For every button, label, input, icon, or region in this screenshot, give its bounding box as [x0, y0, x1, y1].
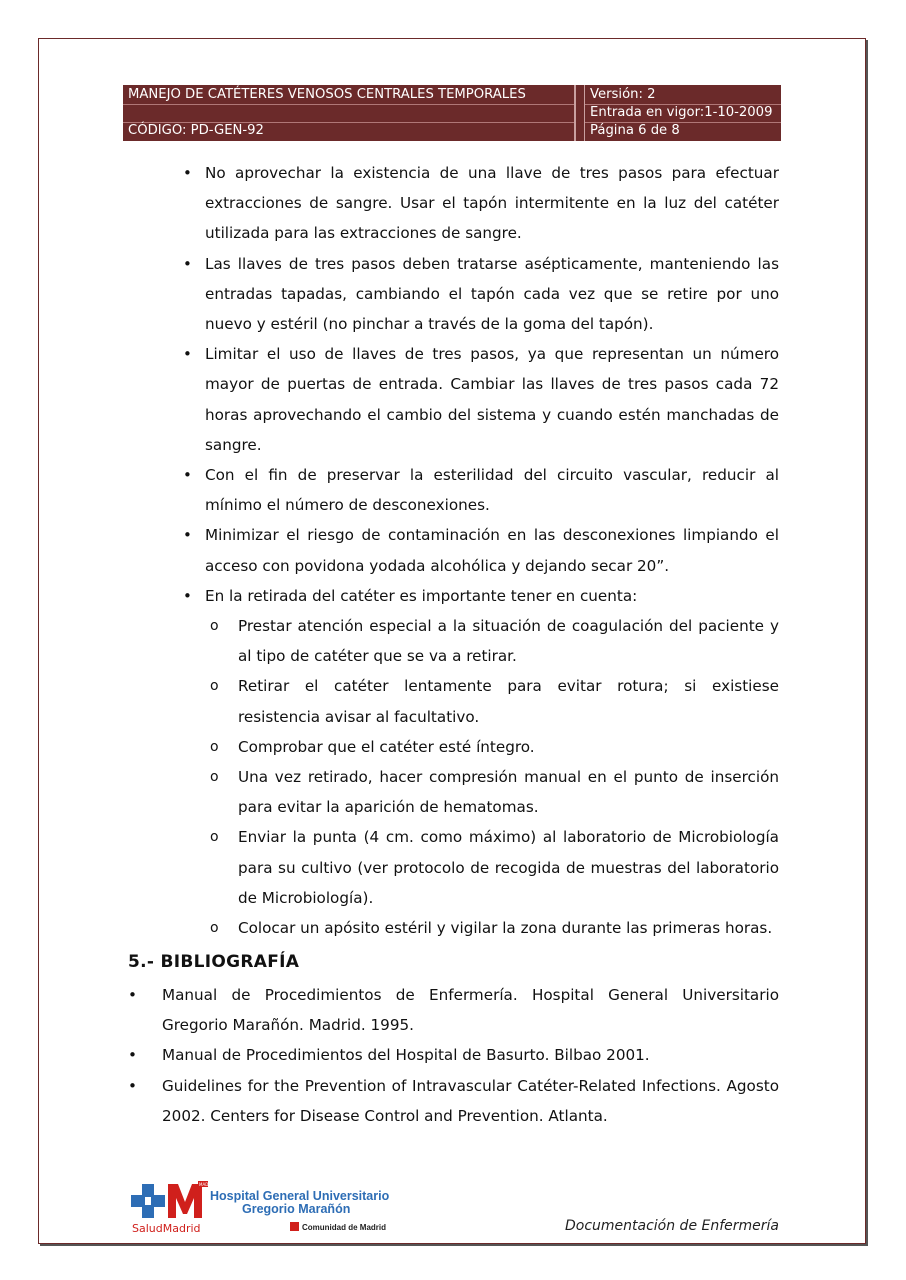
sub-list-item	[183, 732, 779, 762]
sub-list-item	[183, 762, 779, 822]
list-item: • En la retirada del catéter es importante tener en cuenta:	[183, 581, 779, 611]
sub-list-item	[183, 611, 779, 671]
sub-bullet-marker: o	[210, 738, 219, 755]
document-header	[123, 85, 781, 141]
sub-list-item-text: Enviar la punta (4 cm. como máximo) al laboratorio de Microbiología para su cultivo (ver protocolo de recogida de muestras del laboratorio de Microbiología).	[238, 828, 779, 907]
salud-madrid-text: SaludMadrid	[132, 1222, 201, 1235]
sub-list-item	[183, 913, 779, 943]
sub-bullet-marker: o	[210, 678, 219, 695]
page-number: Página 6 de 8	[590, 123, 680, 138]
document-effective-date: Entrada en vigor:1-10-2009	[590, 105, 773, 120]
list-item: • Minimizar el riesgo de contaminación en las desconexiones limpiando el acceso con povidona yodada alcohólica y dejando secar 20”.	[183, 520, 779, 580]
list-item: • Limitar el uso de llaves de tres pasos, ya que representan un número mayor de puertas de entrada. Cambiar las llaves de tres pasos cada 72 horas aprovechando el cambio del sistema y cuando estén manchadas de sangre.	[183, 339, 779, 460]
care-recommendations-list	[183, 158, 779, 943]
sub-bullet-marker: o	[210, 829, 219, 846]
sub-bullet-marker: o	[210, 920, 219, 937]
sub-list-item-text: Prestar atención especial a la situación de coagulación del paciente y al tipo de catéter que se va a retirar.	[238, 617, 779, 666]
bibliography-item: • Guidelines for the Prevention of Intravascular Catéter-Related Infections. Agosto 2002. Centers for Disease Control and Prevention. Atlanta.	[128, 1071, 779, 1131]
header-right-cell	[584, 85, 781, 141]
document-title: MANEJO DE CATÉTERES VENOSOS CENTRALES TEMPORALES	[128, 87, 526, 102]
catheter-removal-sublist	[183, 611, 779, 943]
sub-list-item-text: Una vez retirado, hacer compresión manual en el punto de inserción para evitar la aparición de hematomas.	[238, 768, 779, 817]
bibliography-item: • Manual de Procedimientos del Hospital de Basurto. Bilbao 2001.	[128, 1040, 779, 1070]
hospital-name-line1: Hospital General Universitario	[210, 1189, 390, 1203]
sub-list-item-text: Colocar un apósito estéril y vigilar la zona durante las primeras horas.	[238, 919, 773, 938]
header-left-cell	[123, 85, 576, 141]
sub-list-item-text: Comprobar que el catéter esté íntegro.	[238, 737, 535, 756]
list-item: • Las llaves de tres pasos deben tratarse asépticamente, manteniendo las entradas tapadas, cambiando el tapón cada vez que se retire por uno nuevo y estéril (no pinchar a través de la goma del tapón).	[183, 249, 779, 340]
sub-list-item	[183, 822, 779, 913]
hospital-name-line2: Gregorio Marañón	[242, 1202, 351, 1216]
sub-list-item-text: Retirar el catéter lentamente para evitar rotura; si existiese resistencia avisar al facultativo.	[238, 677, 779, 726]
sub-list-item	[183, 671, 779, 731]
list-item: • Con el fin de preservar la esterilidad del circuito vascular, reducir al mínimo el número de desconexiones.	[183, 460, 779, 520]
section-heading: 5.- BIBLIOGRAFÍA	[128, 952, 300, 972]
hospital-logo	[130, 1180, 390, 1240]
logo-badge-text: MAD	[199, 1182, 209, 1187]
comunidad-madrid-text: Comunidad de Madrid	[302, 1223, 386, 1232]
document-version: Versión: 2	[590, 87, 656, 102]
salud-madrid-logo-icon	[130, 1180, 390, 1240]
bibliography-list	[128, 980, 779, 1131]
bibliography-item: • Manual de Procedimientos de Enfermería. Hospital General Universitario Gregorio Marañón. Madrid. 1995.	[128, 980, 779, 1040]
sub-bullet-marker: o	[210, 769, 219, 786]
document-code: CÓDIGO: PD-GEN-92	[128, 123, 264, 138]
header-divider	[123, 104, 574, 105]
list-item: • No aprovechar la existencia de una llave de tres pasos para efectuar extracciones de sangre. Usar el tapón intermitente en la luz del catéter utilizada para las extracciones de sangre.	[183, 158, 779, 249]
footer-documentation-label: Documentación de Enfermería	[564, 1218, 779, 1234]
sub-bullet-marker: o	[210, 618, 219, 635]
